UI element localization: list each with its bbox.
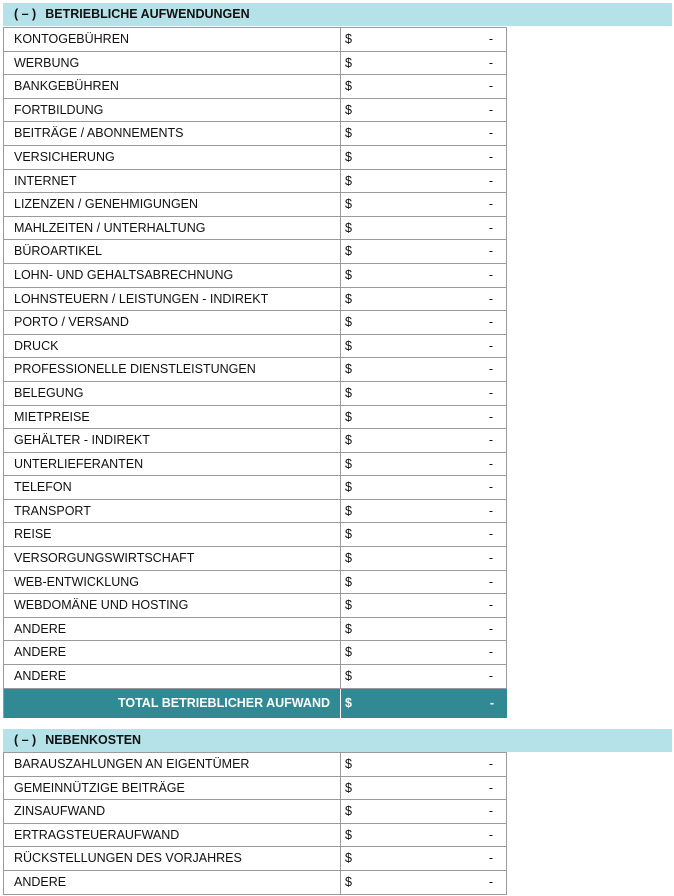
row-label: ZINSAUFWAND: [4, 800, 341, 823]
currency-symbol: $: [345, 338, 352, 353]
row-amount-cell[interactable]: [341, 800, 507, 823]
amount-value: -: [488, 338, 493, 353]
row-label: WEBDOMÄNE UND HOSTING: [4, 594, 341, 617]
section-header-operating-expenses: [3, 3, 672, 26]
table-row: [4, 28, 507, 52]
row-amount-cell[interactable]: [341, 240, 507, 263]
table-row: [4, 618, 507, 642]
row-amount-cell[interactable]: [341, 52, 507, 75]
row-label: MIETPREISE: [4, 406, 341, 429]
currency-symbol: $: [345, 267, 352, 282]
currency-symbol: $: [345, 669, 352, 684]
table-row: [4, 288, 507, 312]
currency-symbol: $: [345, 385, 352, 400]
table-row: [4, 476, 507, 500]
table-row: [4, 335, 507, 359]
amount-value: -: [488, 197, 493, 212]
amount-value: -: [488, 780, 493, 795]
table-row: [4, 122, 507, 146]
row-label: KONTOGEBÜHREN: [4, 28, 341, 51]
amount-value: -: [488, 362, 493, 377]
table-row: [4, 824, 507, 848]
table-row: [4, 429, 507, 453]
row-amount-cell[interactable]: [341, 777, 507, 800]
row-label: LOHN- UND GEHALTSABRECHNUNG: [4, 264, 341, 287]
amount-value: -: [488, 551, 493, 566]
currency-symbol: $: [345, 79, 352, 94]
table-row: [4, 52, 507, 76]
row-label: UNTERLIEFERANTEN: [4, 453, 341, 476]
row-label: WEB-ENTWICKLUNG: [4, 571, 341, 594]
row-label: LIZENZEN / GENEHMIGUNGEN: [4, 193, 341, 216]
row-label: BELEGUNG: [4, 382, 341, 405]
row-amount-cell[interactable]: [341, 500, 507, 523]
row-label: TELEFON: [4, 476, 341, 499]
amount-value: -: [488, 32, 493, 46]
row-amount-cell[interactable]: [341, 170, 507, 193]
currency-symbol: $: [345, 456, 352, 471]
currency-symbol: $: [345, 433, 352, 448]
row-label: GEMEINNÜTZIGE BEITRÄGE: [4, 777, 341, 800]
row-label: VERSORGUNGSWIRTSCHAFT: [4, 547, 341, 570]
table-row: [4, 753, 507, 777]
amount-value: -: [488, 173, 493, 188]
row-amount-cell[interactable]: [341, 753, 507, 776]
row-amount-cell[interactable]: [341, 146, 507, 169]
row-label: BÜROARTIKEL: [4, 240, 341, 263]
row-label: ANDERE: [4, 665, 341, 688]
amount-value: -: [488, 874, 493, 889]
row-label: DRUCK: [4, 335, 341, 358]
table-row: [4, 406, 507, 430]
table-row: [4, 99, 507, 123]
amount-value: -: [488, 244, 493, 259]
amount-value: -: [488, 574, 493, 589]
section-sign: ( – ): [14, 7, 37, 21]
currency-symbol: $: [345, 621, 352, 636]
row-amount-cell[interactable]: [341, 476, 507, 499]
table-row: [4, 311, 507, 335]
row-amount-cell[interactable]: [341, 75, 507, 98]
currency-symbol: $: [345, 149, 352, 164]
row-label: FORTBILDUNG: [4, 99, 341, 122]
row-label: ANDERE: [4, 618, 341, 641]
currency-symbol: $: [345, 126, 352, 141]
operating-expenses-table: [3, 27, 507, 718]
other-costs-table: [3, 752, 507, 895]
currency-symbol: $: [345, 645, 352, 660]
row-label: INTERNET: [4, 170, 341, 193]
amount-value: -: [488, 621, 493, 636]
amount-value: -: [488, 79, 493, 94]
amount-value: -: [488, 645, 493, 660]
amount-value: -: [488, 503, 493, 518]
row-label: WERBUNG: [4, 52, 341, 75]
row-label: BANKGEBÜHREN: [4, 75, 341, 98]
table-row: [4, 847, 507, 871]
row-amount-cell[interactable]: [341, 28, 507, 51]
currency-symbol: $: [345, 574, 352, 589]
currency-symbol: $: [345, 804, 352, 819]
row-amount-cell[interactable]: [341, 824, 507, 847]
section-title: BETRIEBLICHE AUFWENDUNGEN: [45, 7, 250, 21]
row-label: ANDERE: [4, 871, 341, 894]
currency-symbol: $: [345, 827, 352, 842]
row-amount-cell[interactable]: [341, 193, 507, 216]
row-amount-cell[interactable]: [341, 571, 507, 594]
table-row: [4, 193, 507, 217]
row-amount-cell[interactable]: [341, 217, 507, 240]
currency-symbol: $: [345, 409, 352, 424]
row-label: PORTO / VERSAND: [4, 311, 341, 334]
amount-value: -: [488, 126, 493, 141]
row-label: ANDERE: [4, 641, 341, 664]
row-amount-cell[interactable]: [341, 523, 507, 546]
row-label: PROFESSIONELLE DIENSTLEISTUNGEN: [4, 358, 341, 381]
table-row: [4, 547, 507, 571]
table-row: [4, 641, 507, 665]
currency-symbol: $: [345, 780, 352, 795]
total-row: [4, 689, 507, 718]
section-header-other-costs: [3, 729, 672, 752]
amount-value: -: [488, 55, 493, 70]
table-row: [4, 358, 507, 382]
table-row: [4, 500, 507, 524]
row-amount-cell[interactable]: [341, 99, 507, 122]
total-amount-cell: [341, 689, 507, 718]
table-row: [4, 146, 507, 170]
table-row: [4, 777, 507, 801]
currency-symbol: $: [345, 695, 352, 710]
currency-symbol: $: [345, 220, 352, 235]
row-amount-cell[interactable]: [341, 382, 507, 405]
currency-symbol: $: [345, 527, 352, 542]
section-title: NEBENKOSTEN: [45, 733, 142, 747]
currency-symbol: $: [345, 197, 352, 212]
row-amount-cell[interactable]: [341, 547, 507, 570]
currency-symbol: $: [345, 480, 352, 495]
row-label: RÜCKSTELLUNGEN DES VORJAHRES: [4, 847, 341, 870]
currency-symbol: $: [345, 598, 352, 613]
table-row: [4, 571, 507, 595]
currency-symbol: $: [345, 32, 352, 46]
currency-symbol: $: [345, 55, 352, 70]
row-amount-cell[interactable]: [341, 358, 507, 381]
total-label: TOTAL BETRIEBLICHER AUFWAND: [4, 689, 341, 718]
table-row: [4, 800, 507, 824]
row-amount-cell[interactable]: [341, 429, 507, 452]
row-amount-cell[interactable]: [341, 847, 507, 870]
table-row: [4, 665, 507, 689]
row-amount-cell[interactable]: [341, 641, 507, 664]
table-row: [4, 75, 507, 99]
amount-value: -: [488, 804, 493, 819]
row-amount-cell[interactable]: [341, 665, 507, 688]
currency-symbol: $: [345, 102, 352, 117]
currency-symbol: $: [345, 851, 352, 866]
table-row: [4, 382, 507, 406]
currency-symbol: $: [345, 503, 352, 518]
table-row: [4, 217, 507, 241]
table-row: [4, 240, 507, 264]
amount-value: -: [488, 102, 493, 117]
amount-value: -: [488, 527, 493, 542]
row-amount-cell[interactable]: [341, 311, 507, 334]
row-label: ERTRAGSTEUERAUFWAND: [4, 824, 341, 847]
amount-value: -: [488, 851, 493, 866]
row-amount-cell[interactable]: [341, 594, 507, 617]
amount-value: -: [488, 456, 493, 471]
amount-value: -: [488, 291, 493, 306]
table-row: [4, 264, 507, 288]
amount-value: -: [488, 385, 493, 400]
amount-value: -: [488, 669, 493, 684]
amount-value: -: [488, 598, 493, 613]
amount-value: -: [488, 267, 493, 282]
table-row: [4, 594, 507, 618]
row-amount-cell[interactable]: [341, 406, 507, 429]
row-label: REISE: [4, 523, 341, 546]
amount-value: -: [488, 220, 493, 235]
row-amount-cell[interactable]: [341, 288, 507, 311]
amount-value: -: [488, 409, 493, 424]
amount-value: -: [488, 827, 493, 842]
row-label: MAHLZEITEN / UNTERHALTUNG: [4, 217, 341, 240]
total-value: -: [489, 695, 494, 710]
currency-symbol: $: [345, 757, 352, 771]
row-label: BARAUSZAHLUNGEN AN EIGENTÜMER: [4, 753, 341, 776]
currency-symbol: $: [345, 244, 352, 259]
table-row: [4, 523, 507, 547]
table-row: [4, 871, 507, 895]
row-label: LOHNSTEUERN / LEISTUNGEN - INDIREKT: [4, 288, 341, 311]
row-label: TRANSPORT: [4, 500, 341, 523]
currency-symbol: $: [345, 315, 352, 330]
currency-symbol: $: [345, 362, 352, 377]
currency-symbol: $: [345, 291, 352, 306]
row-amount-cell[interactable]: [341, 264, 507, 287]
amount-value: -: [488, 433, 493, 448]
currency-symbol: $: [345, 173, 352, 188]
amount-value: -: [488, 480, 493, 495]
row-label: VERSICHERUNG: [4, 146, 341, 169]
row-amount-cell[interactable]: [341, 871, 507, 894]
currency-symbol: $: [345, 551, 352, 566]
row-label: GEHÄLTER - INDIREKT: [4, 429, 341, 452]
table-row: [4, 170, 507, 194]
row-amount-cell[interactable]: [341, 618, 507, 641]
amount-value: -: [488, 757, 493, 771]
amount-value: -: [488, 315, 493, 330]
section-sign: ( – ): [14, 733, 37, 747]
amount-value: -: [488, 149, 493, 164]
row-amount-cell[interactable]: [341, 122, 507, 145]
row-label: BEITRÄGE / ABONNEMENTS: [4, 122, 341, 145]
row-amount-cell[interactable]: [341, 453, 507, 476]
table-row: [4, 453, 507, 477]
currency-symbol: $: [345, 874, 352, 889]
row-amount-cell[interactable]: [341, 335, 507, 358]
